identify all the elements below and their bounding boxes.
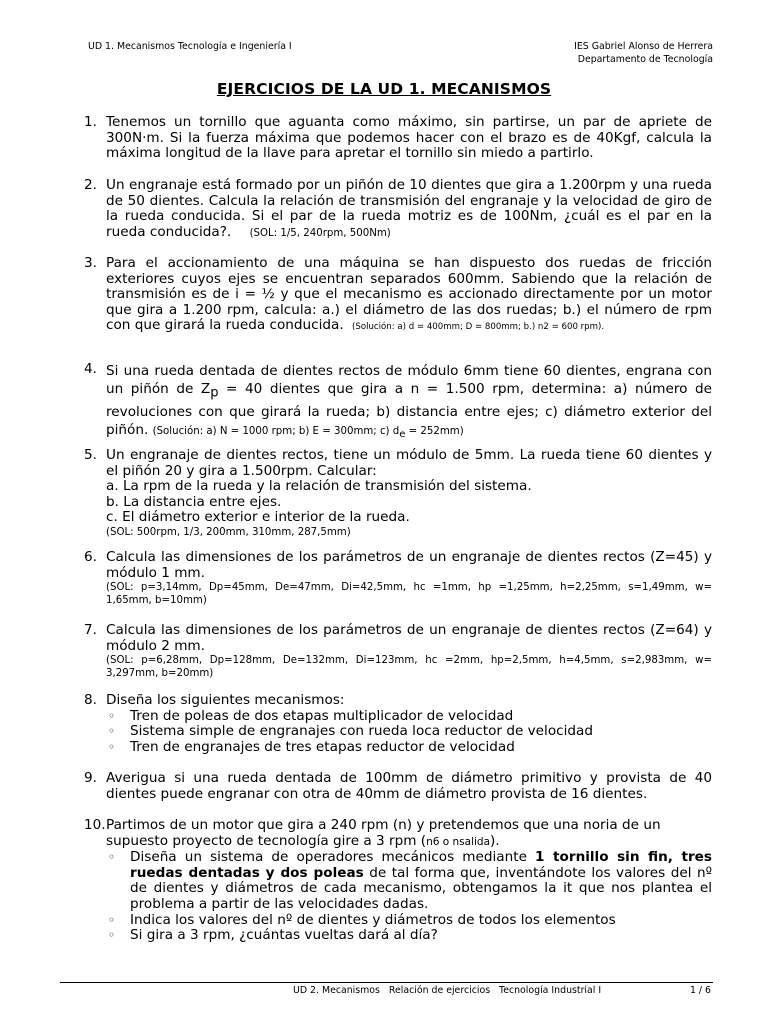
- speed-note: n6 o nsalida: [426, 835, 491, 848]
- list-item-text: Tren de poleas de dos etapas multiplicador de velocidad: [130, 707, 514, 724]
- exercise-solution: (SOL: p=6,28mm, Dp=128mm, De=132mm, Di=123mm, hc =2mm, hp=2,5mm, h=4,5mm, s=2,983mm, w= 3,297mm, b=20mm): [106, 655, 712, 680]
- school-name: IES Gabriel Alonso de Herrera: [574, 41, 713, 52]
- exercise-body: [106, 362, 712, 441]
- list-item: [106, 740, 712, 756]
- page-title: EJERCICIOS DE LA UD 1. MECANISMOS: [216, 80, 552, 98]
- exercise-number: 7.: [84, 622, 97, 638]
- exercise-number: 2.: [84, 177, 97, 193]
- list-item-text-part-1: Diseña un sistema de operadores mecánicos mediante: [130, 849, 536, 866]
- solution-part-1: (Solución: a) N = 1000 rpm; b) E = 300mm; c) d: [152, 425, 400, 437]
- exercise-body: [106, 256, 712, 334]
- exercise-part-b: b. La distancia entre ejes.: [106, 493, 282, 510]
- exercise-text: Diseña los siguientes mecanismos:: [106, 692, 345, 708]
- exercise-part-a: a. La rpm de la rueda y la relación de transmisión del sistema.: [106, 478, 532, 495]
- bullet-icon: ◦: [108, 708, 116, 723]
- solution-part-2: = 252mm): [405, 425, 464, 437]
- exercise-body: [106, 693, 712, 755]
- exercise-number: 4.: [84, 361, 97, 377]
- exercise-text: Averigua si una rueda dentada de 100mm de diámetro primitivo y provista de 40 dientes puede engranar con otra de 40mm de diámetro provista de 16 dientes.: [106, 770, 712, 802]
- bullet-icon: ◦: [108, 724, 116, 739]
- exercise-text-part-1: Partimos de un motor que gira a 240 rpm (n) y pretendemos que una noria de un supuesto proyecto de tecnología gire a 3 rpm (: [106, 817, 661, 849]
- exercise-number: 3.: [84, 255, 97, 271]
- header-left: UD 1. Mecanismos Tecnología e Ingeniería I: [88, 41, 292, 52]
- list-item: [106, 913, 712, 929]
- footer-text: UD 2. Mecanismos Relación de ejercicios Tecnología Industrial I: [293, 985, 602, 996]
- header-right: [574, 40, 713, 66]
- list-item: [106, 928, 712, 944]
- subscript-p: p: [210, 385, 219, 401]
- exercise-body: [106, 818, 712, 944]
- exercise-solution: (SOL: 1/5, 240rpm, 500Nm): [249, 227, 391, 239]
- exercise-text: Calcula las dimensiones de los parámetros de un engranaje de dientes rectos (Z=64) y módulo 2 mm.: [106, 622, 712, 654]
- list-item-text-part-2: de tal forma que, inventándote los valores del nº de dientes y diámetros de cada mecanismo, obtengamos la it que nos plantea el problema a partir de las velocidades dadas.: [130, 864, 712, 912]
- exercise-text-part-1: Si una rueda dentada de dientes rectos de módulo 6mm tiene 60 dientes, engrana con un piñón de Z: [106, 363, 712, 397]
- exercise-text: [106, 818, 712, 850]
- exercise-solution: (SOL: 500rpm, 1/3, 200mm, 310mm, 287,5mm): [106, 526, 351, 538]
- page-number: 1 / 6: [689, 985, 711, 996]
- list-item: [106, 724, 712, 740]
- exercise-solution: [152, 425, 464, 440]
- exercise-body: [106, 550, 712, 607]
- exercise-text: Un engranaje de dientes rectos, tiene un módulo de 5mm. La rueda tiene 60 dientes y el piñón 20 y gira a 1.500rpm. Calcular:: [106, 447, 712, 479]
- exercise-text: Calcula las dimensiones de los parámetros de un engranaje de dientes rectos (Z=45) y módulo 1 mm.: [106, 549, 712, 581]
- bullet-icon: ◦: [108, 739, 116, 754]
- list-item-bold-text: 1 tornillo sin fin, tres ruedas dentadas y dos poleas: [130, 849, 712, 881]
- list-item-text: Indica los valores del nº de dientes y diámetros de todos los elementos: [130, 911, 616, 928]
- exercise-solution: (Solución: a) d = 400mm; D = 800mm; b.) n2 = 600 rpm).: [352, 322, 605, 333]
- exercise-text-part-2: ).: [490, 832, 500, 849]
- exercise-body: [106, 178, 712, 240]
- list-item: [106, 850, 712, 912]
- exercise-text: Tenemos un tornillo que aguanta como máximo, sin partirse, un par de apriete de 300N·m. Si la fuerza máxima que podemos hacer con el brazo es de 40Kgf, calcula la máxima longitud de la llave para apretar el tornillo sin miedo a partirlo.: [106, 114, 712, 162]
- subscript-e: e: [399, 428, 406, 440]
- list-item-text: Si gira a 3 rpm, ¿cuántas vueltas dará al día?: [130, 927, 438, 944]
- list-item: [106, 709, 712, 725]
- exercise-text: Un engranaje está formado por un piñón de 10 dientes que gira a 1.200rpm y una rueda de 50 dientes. Calcula la relación de transmisión del engranaje y la velocidad de giro de la rueda conducida. Si el par de la rueda motriz es de 100Nm, ¿cuál es el par en la rueda conducida?.: [106, 177, 712, 240]
- exercise-number: 10.: [84, 817, 106, 833]
- exercise-part-c: c. El diámetro exterior e interior de la rueda.: [106, 509, 410, 526]
- exercise-solution: (SOL: p=3,14mm, Dp=45mm, De=47mm, Di=42,5mm, hc =1mm, hp =1,25mm, h=2,25mm, s=1,49mm, w= 1,65mm, b=10mm): [106, 582, 712, 607]
- list-item-text: Sistema simple de engranajes con rueda loca reductor de velocidad: [130, 723, 593, 740]
- exercise-text-part-2: = 40 dientes que gira a n = 1.500 rpm, determina: a) número de revoluciones con que girará la rueda; b) distancia entre ejes; c) diámetro exterior del piñón.: [106, 381, 712, 438]
- department-name: Departamento de Tecnología: [577, 54, 713, 65]
- exercise-body: [106, 448, 712, 539]
- exercise-body: [106, 623, 712, 680]
- exercise-number: 9.: [84, 770, 97, 786]
- bullet-icon: ◦: [108, 912, 116, 927]
- exercise-number: 8.: [84, 692, 97, 708]
- list-item-text: Tren de engranajes de tres etapas reductor de velocidad: [130, 738, 515, 755]
- exercise-number: 5.: [84, 447, 97, 463]
- exercise-text: Para el accionamiento de una máquina se han dispuesto dos ruedas de fricción exteriores cuyos ejes se encuentran separados 600mm. Sabiendo que la relación de transmisión es de i = ½ y que el mecanismo es accionado directamente por un motor que gira a 1.200 rpm, calcula: a.) el diámetro de las dos ruedas; b.) el número de rpm con que girará la rueda conducida.: [106, 255, 712, 334]
- exercise-number: 1.: [84, 114, 97, 130]
- bullet-icon: ◦: [108, 928, 116, 943]
- bullet-icon: ◦: [108, 850, 116, 865]
- footer-divider: [60, 982, 713, 983]
- exercise-number: 6.: [84, 549, 97, 565]
